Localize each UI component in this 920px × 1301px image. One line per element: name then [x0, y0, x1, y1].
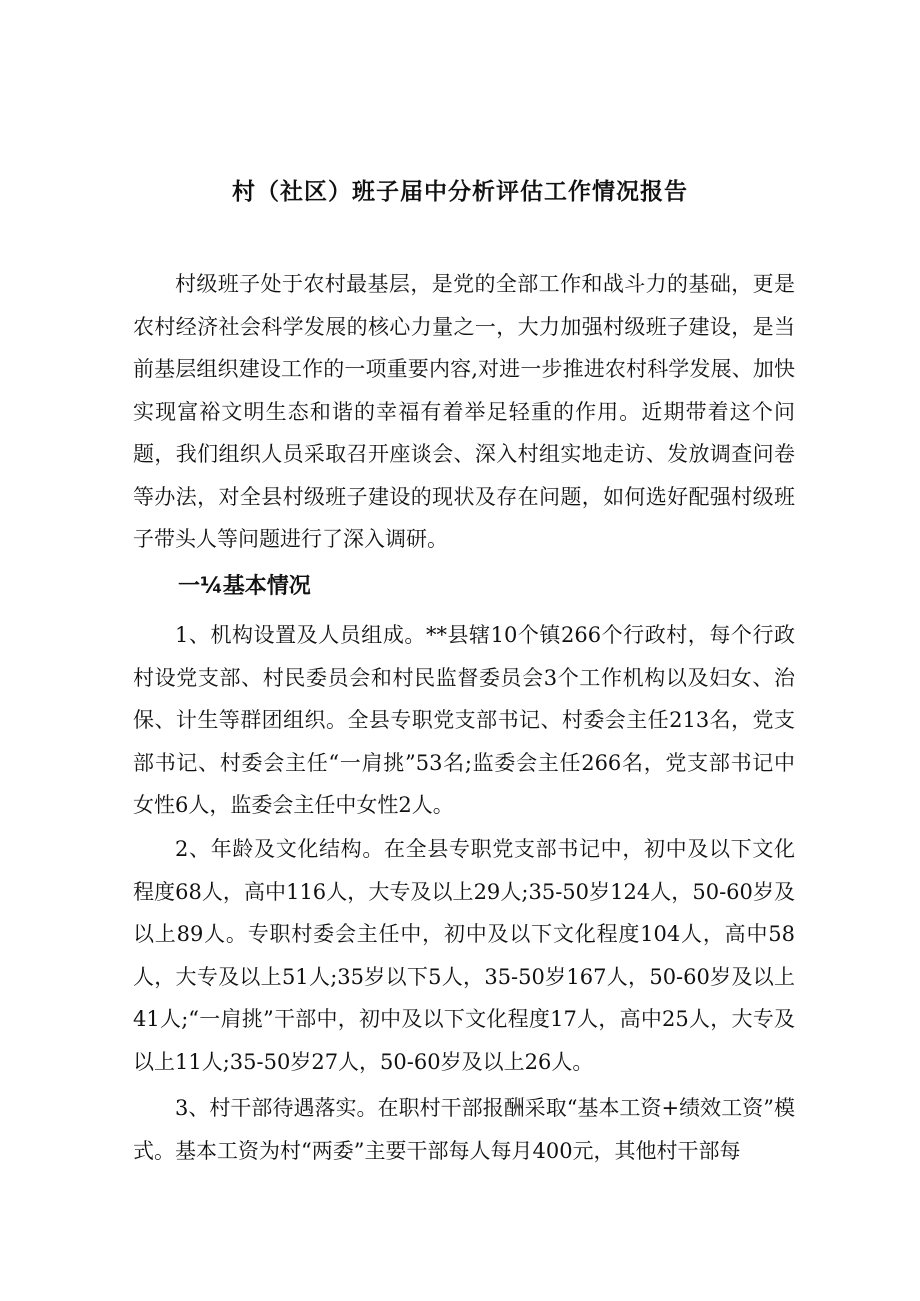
paragraph-cadre-compensation: 3、村干部待遇落实。在职村干部报酬采取“基本工资+绩效工资”模式。基本工资为村“两委”主要干部每人每月400元，其他村干部每 [133, 1096, 795, 1163]
document-title: 村（社区）班子届中分析评估工作情况报告 [232, 179, 688, 205]
intro-paragraph: 村级班子处于农村最基层，是党的全部工作和战斗力的基础，更是农村经济社会科学发展的核心力量之一，大力加强村级班子建设，是当前基层组织建设工作的一项重要内容,对进一步推进农村科学发展、加快实现富裕文明生态和谐的幸福有着举足轻重的作用。近期带着这个问题，我们组织人员采取召开座谈会、深入村组实地走访、发放调查问卷等办法，对全县村级班子建设的现状及存在问题，如何选好配强村级班子带头人等问题进行了深入调研。 [133, 272, 795, 551]
section-heading-basic-situation: 一¼基本情况 [178, 574, 311, 599]
paragraph-age-education-structure: 2、年龄及文化结构。在全县专职党支部书记中，初中及以下文化程度68人，高中116人，大专及以上29人;35-50岁124人，50-60岁及以上89人。专职村委会主任中，初中及以下文化程度104人，高中58人，大专及以上51人;35岁以下5人，35-50岁167人，50-60岁及以上41人;“一肩挑”干部中，初中及以下文化程度17人，高中25人，大专及以上11人;35-50岁27人，50-60岁及以上26人。 [133, 837, 795, 1074]
paragraph-organization-staffing: 1、机构设置及人员组成。**县辖10个镇266个行政村，每个行政村设党支部、村民委员会和村民监督委员会3个工作机构以及妇女、治保、计生等群团组织。全县专职党支部书记、村委会主任213名，党支部书记、村委会主任“一肩挑”53名;监委会主任266名，党支部书记中女性6人，监委会主任中女性2人。 [133, 623, 795, 817]
